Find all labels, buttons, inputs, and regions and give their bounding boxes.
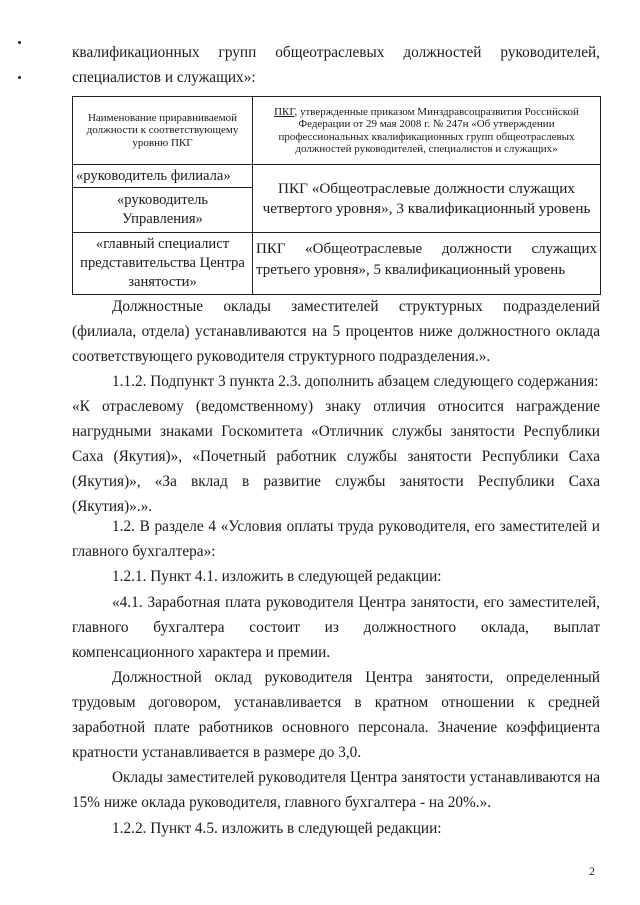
paragraph-director-salary: Должностной оклад руководителя Центра занятости, определенный трудовым договором, устанавливается в кратном отношении к средней заработной плате работников основного персонала. Значение коэффициента кратности устанавливается в размере до 3,0. [72,669,600,761]
cell-position-department-head: «руководитель Управления» [73,188,253,233]
paragraph-4-1: «4.1. Заработная плата руководителя Центра занятости, его заместителей, главного бухгалтера состоит из должностного оклада, выплат компенсационного характера и премии. [72,594,600,661]
paragraph-deputy-percent: Оклады заместителей руководителя Центра занятости устанавливаются на 15% ниже оклада руководителя, главного бухгалтера - на 20%.». [72,769,600,811]
margin-mark-top [18,41,21,44]
header-pkg-text: , утвержденные приказом Минздравсоцразвития Российской Федерации от 29 мая 2008 г. № 247н «Об утверждении профессиональных квалификационных групп общеотраслевых должностей руководителей, специалистов и служащих» [278,105,579,155]
paragraph-award-signs: «К отраслевому (ведомственному) знаку отличия относится награждение нагрудными знаками Госкомитета «Отличник службы занятости Республики Саха (Якутия)», «Почетный работник службы занятости Республики Саха (Якутия)», «За вклад в развитие службы занятости Республики Саха (Якутия)».». [72,398,600,515]
header-pkg-abbr: ПКГ [274,105,295,118]
cell-position-branch-head: «руководитель филиала» [73,165,253,188]
intro-paragraph: квалификационных групп общеотраслевых должностей руководителей, специалистов и служащих»: [72,44,600,86]
paragraph-1-1-2: 1.1.2. Подпункт 3 пункта 2.3. дополнить абзацем следующего содержания: [112,373,599,390]
paragraph-1-2: 1.2. В разделе 4 «Условия оплаты труда руководителя, его заместителей и главного бухгалтера»: [72,518,600,560]
paragraph-1-2-1: 1.2.1. Пункт 4.1. изложить в следующей редакции: [112,568,442,585]
table-header-row [73,97,601,165]
paragraph-1-2-2: 1.2.2. Пункт 4.5. изложить в следующей редакции: [112,820,442,837]
table-row [73,233,601,295]
cell-position-chief-specialist: «главный специалист представительства Центра занятости» [73,233,253,295]
margin-mark-bottom [18,76,21,79]
paragraph-deputy-salaries: Должностные оклады заместителей структурных подразделений (филиала, отдела) устанавливаются на 5 процентов ниже должностного оклада соответствующего руководителя структурного подразделения.». [72,298,600,365]
header-cell-pkg [253,97,601,165]
position-table [72,96,601,295]
cell-pkg-level3: ПКГ «Общеотраслевые должности служащих третьего уровня», 5 квалификационный уровень [253,233,601,295]
cell-pkg-level4: ПКГ «Общеотраслевые должности служащих четвертого уровня», 3 квалификационный уровень [253,165,601,233]
page-number: 2 [589,864,595,878]
header-cell-position: Наименование приравниваемой должности к соответствующему уровню ПКГ [73,97,253,165]
table-row [73,165,601,188]
